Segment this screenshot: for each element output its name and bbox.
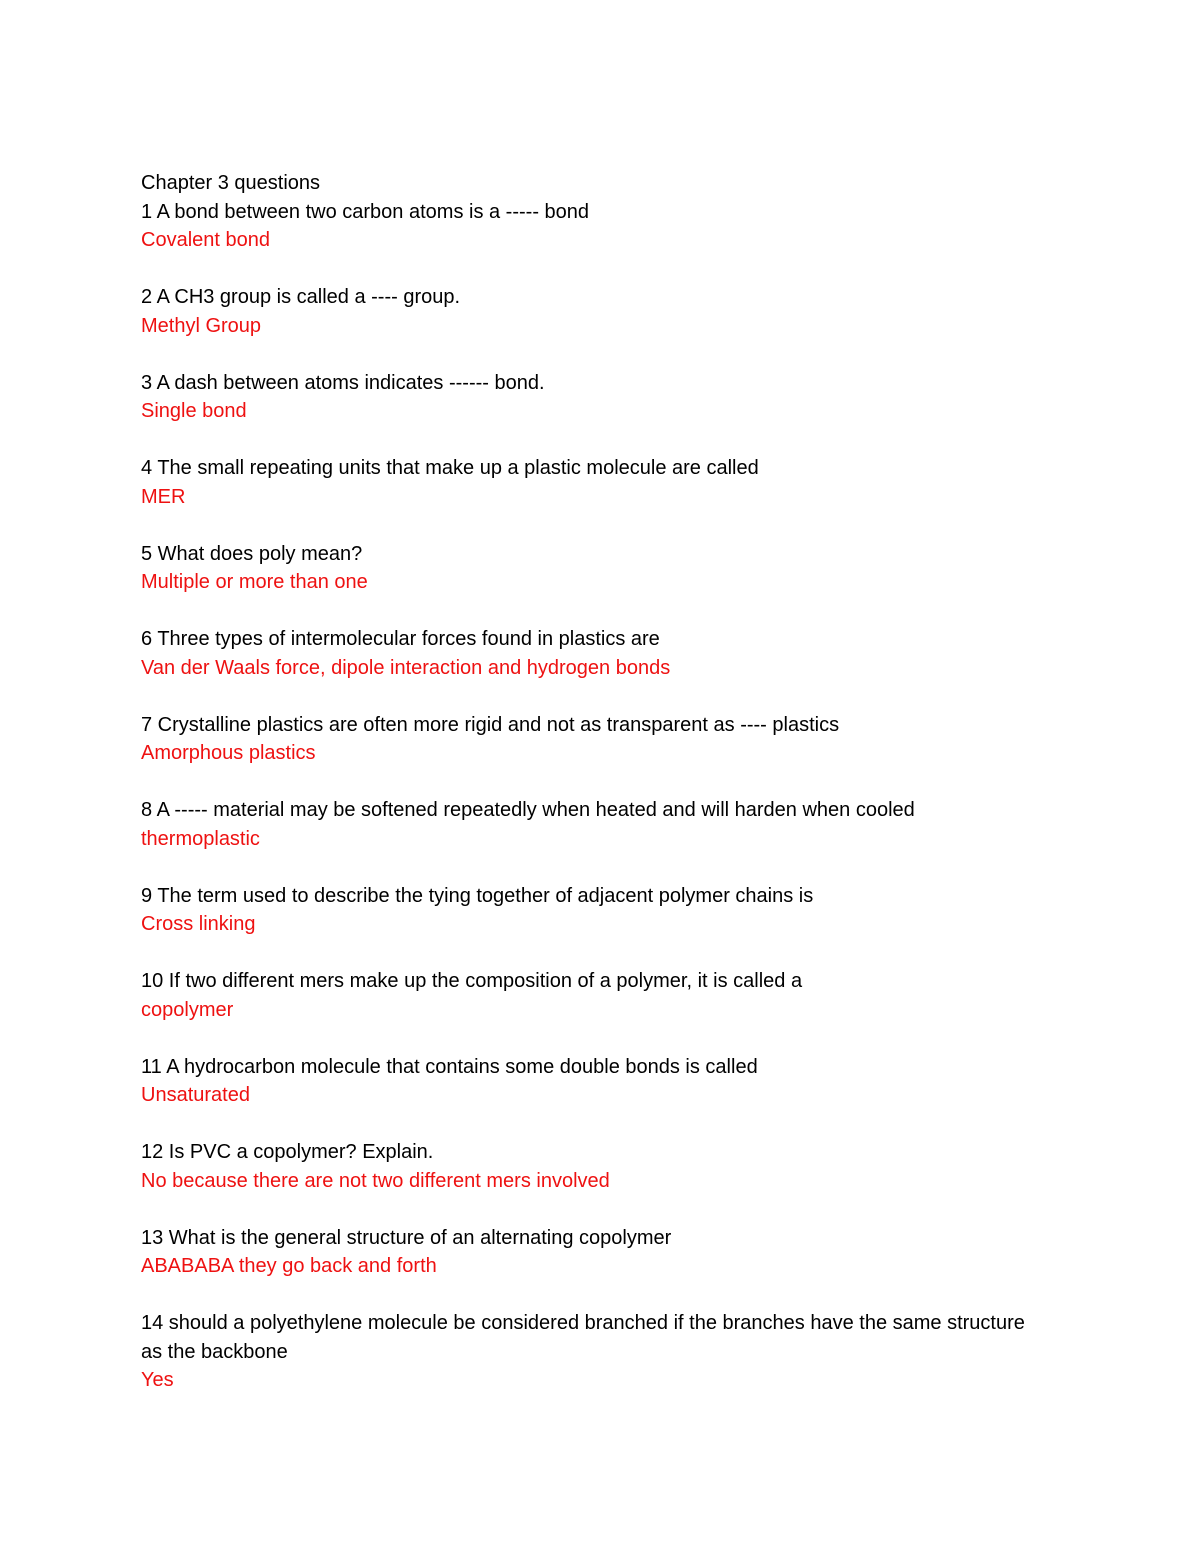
question-text: 12 Is PVC a copolymer? Explain. [141, 1141, 434, 1163]
answer-text: Amorphous plastics [141, 742, 316, 764]
question-item-2 [141, 283, 1041, 340]
question-text: 6 Three types of intermolecular forces found in plastics are [141, 628, 660, 650]
question-text: 2 A CH3 group is called a ---- group. [141, 286, 461, 308]
question-item-5 [141, 540, 1041, 597]
question-text: 14 should a polyethylene molecule be considered branched if the branches have the same structure as the backbone [141, 1312, 1031, 1363]
question-text: 9 The term used to describe the tying together of adjacent polymer chains is [141, 884, 814, 907]
question-item-12 [141, 1138, 1041, 1195]
answer-text: copolymer [141, 998, 234, 1021]
answer-text: Van der Waals force, dipole interaction and hydrogen bonds [141, 656, 671, 679]
question-text: 3 A dash between atoms indicates ------ bond. [141, 371, 545, 394]
question-text: 4 The small repeating units that make up a plastic molecule are called [141, 457, 759, 479]
answer-text: Multiple or more than one [141, 571, 368, 593]
question-text: 5 What does poly mean? [141, 542, 363, 565]
answer-text: Covalent bond [141, 229, 270, 251]
question-item-4 [141, 454, 1041, 511]
question-item-8 [141, 796, 1041, 853]
question-item-10 [141, 967, 1041, 1024]
question-item-13 [141, 1224, 1041, 1281]
question-item-6 [141, 625, 1041, 682]
question-text: 10 If two different mers make up the composition of a polymer, it is called a [141, 970, 803, 992]
question-item-1 [141, 198, 1041, 255]
answer-text: Methyl Group [141, 314, 262, 337]
answer-text: ABABABA they go back and forth [141, 1255, 437, 1277]
question-item-14 [141, 1309, 1041, 1395]
question-text: 11 A hydrocarbon molecule that contains some double bonds is called [141, 1055, 758, 1078]
question-item-7 [141, 711, 1041, 768]
document-title: Chapter 3 questions [141, 172, 321, 194]
answer-text: Single bond [141, 400, 247, 422]
question-text: 8 A ----- material may be softened repeatedly when heated and will harden when cooled [141, 799, 915, 821]
answer-text: Yes [141, 1369, 174, 1391]
question-item-11 [141, 1053, 1041, 1110]
answer-text: Unsaturated [141, 1084, 250, 1106]
document-page [141, 169, 1041, 1423]
answer-text: Cross linking [141, 913, 256, 935]
question-item-9 [141, 882, 1041, 939]
question-text: 1 A bond between two carbon atoms is a ----- bond [141, 200, 590, 223]
question-text: 7 Crystalline plastics are often more rigid and not as transparent as ---- plastics [141, 713, 840, 736]
answer-text: No because there are not two different mers involved [141, 1169, 610, 1192]
answer-text: thermoplastic [141, 827, 260, 850]
answer-text: MER [141, 485, 186, 508]
question-item-3 [141, 369, 1041, 426]
question-text: 13 What is the general structure of an alternating copolymer [141, 1226, 672, 1249]
